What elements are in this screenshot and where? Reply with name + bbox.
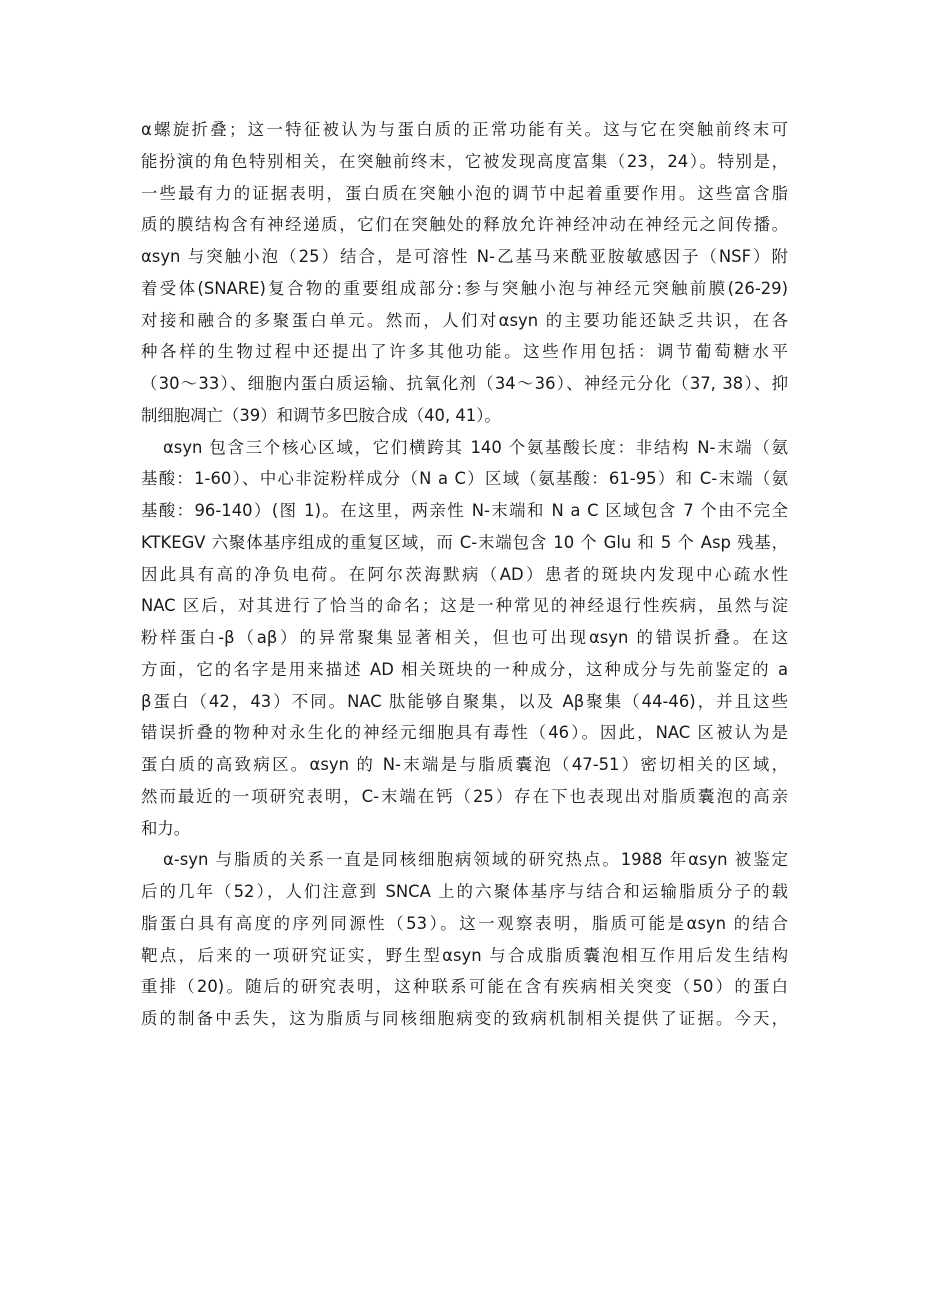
text-line: 脂蛋白具有高度的序列同源性（53）。这一观察表明，脂质可能是αsyn 的结合 xyxy=(141,913,788,933)
text-line: 靶点，后来的一项研究证实，野生型αsyn 与合成脂质囊泡相互作用后发生结构 xyxy=(141,945,788,965)
text-line: α-syn 与脂质的关系一直是同核细胞病领域的研究热点。1988 年αsyn 被鉴定 xyxy=(163,850,788,870)
text-line: 制细胞凋亡（39）和调节多巴胺合成（40, 41）。 xyxy=(141,405,501,425)
text-line: 后的几年（52），人们注意到 SNCA 上的六聚体基序与结合和运输脂质分子的载 xyxy=(141,882,788,901)
text-line: 基酸：1-60）、中心非淀粉样成分（N a C）区域（氨基酸：61-95）和 C-末端（氨 xyxy=(141,469,788,489)
text-line: 着受体(SNARE)复合物的重要组成部分:参与突触小泡与神经元突触前膜(26-29) xyxy=(141,278,788,298)
text-line: 因此具有高的净负电荷。在阿尔茨海默病（AD）患者的斑块内发现中心疏水性 xyxy=(141,564,788,584)
text-line: α螺旋折叠；这一特征被认为与蛋白质的正常功能有关。这与它在突触前终末可 xyxy=(141,120,788,139)
text-line: 蛋白质的高致病区。αsyn 的 N-末端是与脂质囊泡（47-51）密切相关的区域， xyxy=(141,755,788,774)
text-line: 重排（20)。随后的研究表明，这种联系可能在含有疾病相关突变（50）的蛋白 xyxy=(141,977,788,997)
text-line: 然而最近的一项研究表明，C-末端在钙（25）存在下也表现出对脂质囊泡的高亲 xyxy=(141,786,788,806)
text-line: 错误折叠的物种对永生化的神经元细胞具有毒性（46）。因此，NAC 区被认为是 xyxy=(141,723,788,743)
text-line: 能扮演的角色特别相关，在突触前终末，它被发现高度富集（23，24）。特别是， xyxy=(141,151,788,171)
text-line: β蛋白（42，43）不同。NAC 肽能够自聚集，以及 Aβ聚集（44-46)，并且这些 xyxy=(141,691,788,711)
text-line: αsyn 包含三个核心区域，它们横跨其 140 个氨基酸长度：非结构 N-末端（氨 xyxy=(163,437,788,457)
text-line: 质的制备中丢失，这为脂质与同核细胞病变的致病机制相关提供了证据。今天， xyxy=(141,1009,788,1028)
text-line: 基酸：96-140）(图 1)。在这里，两亲性 N-末端和 N a C 区域包含 7 个由不完全 xyxy=(141,501,788,520)
text-line: 粉样蛋白-β（aβ）的异常聚集显著相关，但也可出现αsyn 的错误折叠。在这 xyxy=(141,628,788,647)
text-line: 和力。 xyxy=(141,818,191,838)
body-text xyxy=(141,114,788,1035)
text-line: （30～33）、细胞内蛋白质运输、抗氧化剂（34～36）、神经元分化（37, 38）、抑 xyxy=(141,374,788,393)
text-line: 方面，它的名字是用来描述 AD 相关斑块的一种成分，这种成分与先前鉴定的 a xyxy=(141,659,788,679)
text-line: KTKEGV 六聚体基序组成的重复区域，而 C-末端包含 10 个 Glu 和 5 个 Asp 残基， xyxy=(141,532,788,552)
text-line: αsyn 与突触小泡（25）结合，是可溶性 N-乙基马来酰亚胺敏感因子（NSF）附 xyxy=(141,247,788,266)
text-line: 种各样的生物过程中还提出了许多其他功能。这些作用包括：调节葡萄糖水平 xyxy=(141,342,788,362)
text-line: 一些最有力的证据表明，蛋白质在突触小泡的调节中起着重要作用。这些富含脂 xyxy=(141,183,788,203)
text-line: 对接和融合的多聚蛋白单元。然而，人们对αsyn 的主要功能还缺乏共识，在各 xyxy=(141,310,788,330)
text-line: NAC 区后，对其进行了恰当的命名；这是一种常见的神经退行性疾病，虽然与淀 xyxy=(141,596,788,616)
text-line: 质的膜结构含有神经递质，它们在突触处的释放允许神经冲动在神经元之间传播。 xyxy=(141,215,788,235)
